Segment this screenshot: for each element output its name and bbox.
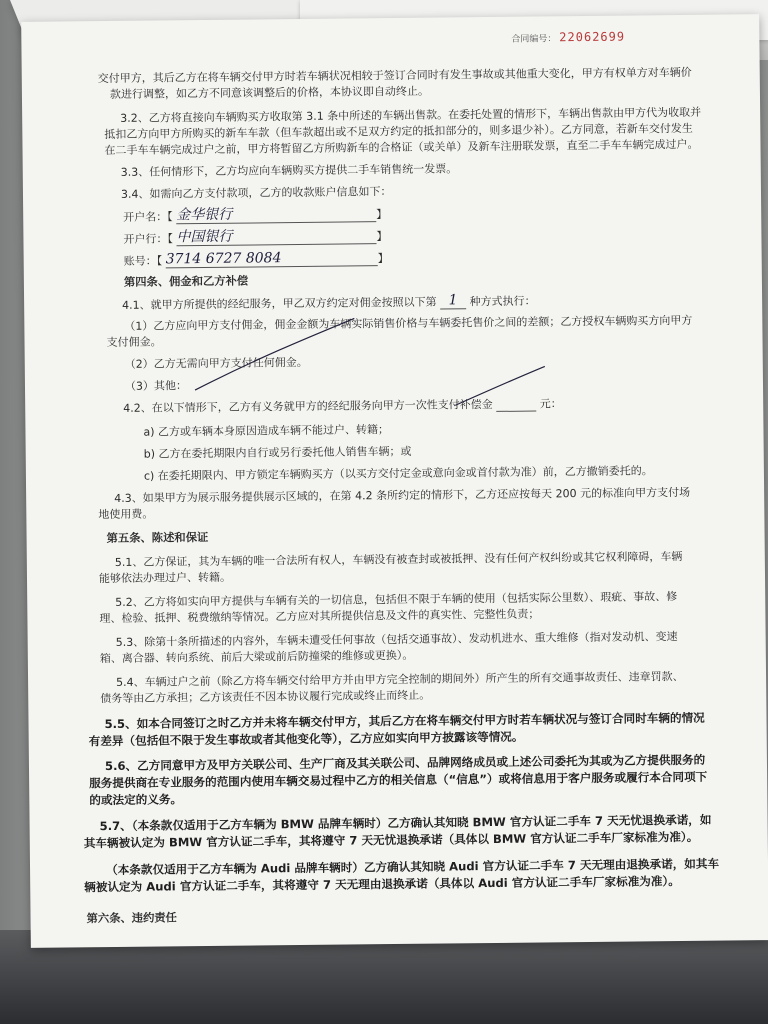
text-line: 5.6、乙方同意甲方及甲方关联公司、生产厂商及其关联公司、品牌网络成员或上述公司委托为其或为乙方提供服务的 [104, 752, 706, 774]
text-line: 抵扣乙方向甲方所购买的新车车款（但车款超出或不足双方约定的抵扣部分的，则多退少补）。乙方同意，若新车交付发生 [104, 121, 693, 142]
text-line: 在二手车车辆完成过户之前，甲方将暂留乙方所购新车的合格证（或关单）及新车注册联发票，直至二手车车辆完成过户。 [104, 137, 699, 158]
text-line: （本条款仅适用于乙方车辆为 Audi 品牌车辆时）乙方确认其知晓 Audi 官方认证二手车 7 天无理由退换承诺，如其车 [105, 856, 720, 878]
contract-number-value: 22062699 [559, 29, 626, 45]
text-line: （2）乙方无需向甲方支付任何佣金。 [124, 355, 308, 371]
text-line: 债务等由乙方承担；乙方该责任不因本协议履行完成或终止而终止。 [100, 688, 431, 706]
account-name-handwritten: 金华银行 [176, 206, 233, 224]
contract-number [511, 30, 625, 45]
text-line: b) 乙方在委托期限内自行或另行委托他人销售车辆；或 [143, 444, 412, 461]
account-name-label: 开户名：【 [123, 210, 173, 224]
clause-4-1: 4.1、就甲方所提供的经纪服务，甲乙双方约定对佣金按照以下第 1 种方式执行： [122, 292, 536, 312]
text-line: a) 乙方或车辆本身原因造成车辆不能过户、转籍； [143, 423, 390, 439]
section-4-heading: 第四条、佣金和乙方补偿 [123, 274, 249, 289]
text-line: 5.5、如本合同签订之时乙方并未将车辆交付甲方，其后乙方在将车辆交付甲方时若车辆状况与签订合同时车辆的情况 [104, 710, 705, 732]
contract-page [21, 14, 768, 948]
text-line: 辆被认定为 Audi 官方认证二手车，其将遵守 7 天无理由退换承诺（具体以 Audi 官方认证二手车厂家标准为准）。 [84, 874, 680, 895]
text-line: 3.4、如需向乙方支付款项，乙方的收款账户信息如下： [120, 185, 392, 201]
account-number-field: 账号：【 3714 6727 8084 】 [123, 250, 389, 268]
text-line: 支付佣金。 [106, 335, 162, 350]
text-line: 有差异（包括但不限于发生事故或者其他变化等），乙方应如实向甲方披露该等情况。 [88, 729, 524, 749]
text-line: （3）其他： [124, 379, 188, 393]
account-number-label: 账号：【 [123, 254, 163, 268]
text-line: 5.7、（本条款仅适用于乙方车辆为 BMW 品牌车辆时）乙方确认其知晓 BMW 官方认证二手车 7 天无忧退换承诺，如 [99, 812, 712, 834]
text-line: 款进行调整，如乙方不同意该调整后的价格，本协议即自动终止。 [109, 84, 429, 101]
text-line: 的或法定的义务。 [89, 792, 183, 808]
text-line: 服务提供商在专业服务的范围内使用车辆交易过程中乙方的相关信息（“信息”）或将信息用于客户服务或履行本合同项下 [89, 769, 708, 791]
text-line: （1）乙方应向甲方支付佣金，佣金金额为车辆实际销售价格与车辆委托售价之间的差额；乙方授权车辆购买方向甲方 [124, 313, 693, 333]
text-line: 其车辆被认定为 BMW 官方认证二手车，其将遵守 7 天无忧退换承诺（具体以 BMW 官方认证二手车厂家标准为准）。 [83, 829, 699, 851]
text-line: 3.2、乙方将直接向车辆购买方收取第 3.1 条中所述的车辆出售款。在委托处置的情形下，车辆出售款由甲方代为收取并 [120, 105, 702, 125]
account-number-handwritten: 3714 6727 8084 [165, 250, 282, 268]
bank-handwritten: 中国银行 [176, 228, 233, 246]
text-line: 箱、离合器、转向系统、前后大梁或前后防撞梁的维修或更换）。 [99, 648, 414, 666]
text-line: 4.3、如果甲方为展示服务提供展示区域的，在第 4.2 条所约定的情形下，乙方还应按每天 200 元的标准向甲方支付场 [114, 485, 691, 505]
option-number-handwritten: 1 [448, 292, 458, 309]
text-line: c) 在委托期限内、甲方锁定车辆购买方（以买方交付定金或意向金或首付款为准）前，乙方撤销委托的。 [143, 464, 653, 483]
text-line: 能够依法办理过户、转籍。 [98, 570, 232, 586]
clause-4-2: 4.2、在以下情形下，乙方有义务就甲方的经纪服务向甲方一次性支付补偿金 元： [123, 397, 562, 415]
section-6-heading: 第六条、违约责任 [86, 911, 178, 926]
text-line: 5.1、乙方保证，其为车辆的唯一合法所有权人，车辆没有被查封或被抵押、没有任何产权纠纷或其它权利障碍，车辆 [114, 549, 683, 569]
text-line: 地使用费。 [98, 507, 154, 522]
account-name-field: 开户名：【 金华银行 】 [123, 206, 388, 224]
text-line: 5.3、除第十条所描述的内容外，车辆未遭受任何事故（包括交通事故）、发动机进水、重大维修（指对发动机、变速 [115, 630, 678, 649]
contract-number-label: 合同编号： [511, 34, 557, 45]
bank-field: 开户行：【 中国银行 】 [123, 228, 388, 246]
text-line: 5.4、车辆过户之前（除乙方将车辆交付给甲方并由甲方完全控制的期间外）所产生的所有交通事故责任、违章罚款、 [116, 669, 684, 689]
text-line: 理、检验、抵押、税费缴纳等情况。乙方应对其所提供信息及文件的真实性、完整性负责； [99, 607, 540, 626]
text-line: 3.3、任何情形下，乙方均应向车辆购买方提供二手车销售统一发票。 [120, 162, 458, 179]
section-5-heading: 第五条、陈述和保证 [106, 530, 209, 546]
text-line: 交付甲方，其后乙方在将车辆交付甲方时若车辆状况相较于签订合同时有发生事故或其他重大变化，甲方有权单方对车辆价 [97, 65, 692, 86]
bank-label: 开户行：【 [123, 232, 174, 246]
text-line: 5.2、乙方将如实向甲方提供与车辆有关的一切信息，包括但不限于车辆的使用（包括实际公里数）、瑕疵、事故、修 [115, 590, 678, 609]
